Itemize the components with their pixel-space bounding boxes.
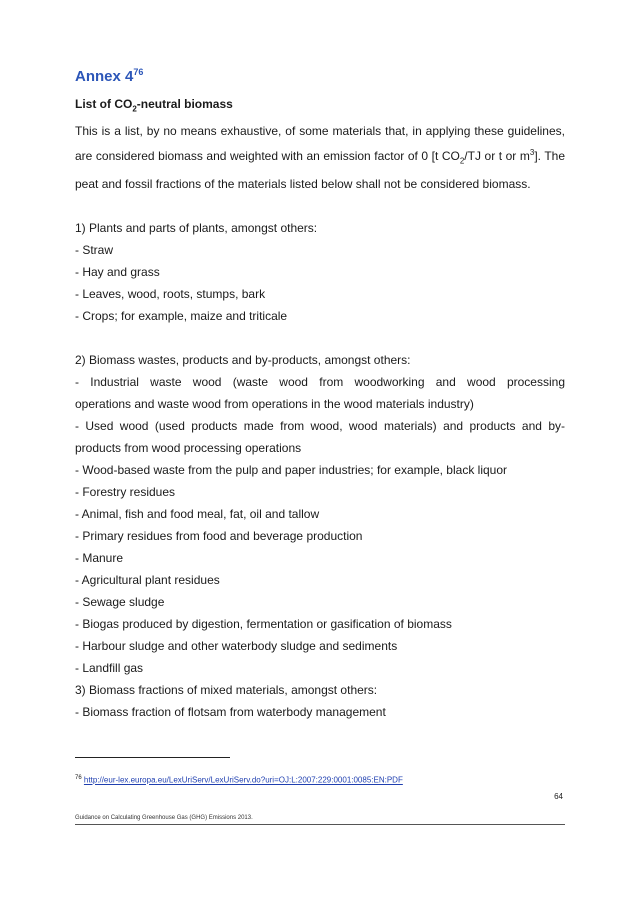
- page-content: [75, 68, 565, 723]
- footnote-divider: [75, 757, 230, 758]
- page-number: 64: [554, 792, 563, 801]
- page-footer: Guidance on Calculating Greenhouse Gas (GHG) Emissions 2013.: [75, 815, 253, 821]
- list-item: - Animal, fish and food meal, fat, oil and tallow: [75, 506, 320, 521]
- list-item: - Agricultural plant residues: [75, 572, 220, 587]
- list-item-continuation: products from wood processing operations: [75, 440, 302, 455]
- section1-title: 1) Plants and parts of plants, amongst others:: [75, 220, 318, 235]
- footnote: [75, 775, 403, 785]
- list-item: - Primary residues from food and beverage production: [75, 528, 363, 543]
- intro-text-c: ]. The peat and fossil fractions of the materials listed below shall not be considered biomass.: [75, 149, 565, 191]
- list-item: - Wood-based waste from the pulp and paper industries; for example, black liquor: [75, 462, 508, 477]
- annex-footnote-ref: 76: [133, 67, 144, 77]
- intro-superscript: 3: [529, 148, 535, 158]
- list-item: - Biomass fraction of flotsam from waterbody management: [75, 704, 386, 719]
- footnote-link[interactable]: http://eur-lex.europa.eu/LexUriServ/LexUriServ.do?uri=OJ:L:2007:229:0001:0085:EN:PDF: [83, 775, 403, 785]
- section3-title: 3) Biomass fractions of mixed materials, amongst others:: [75, 682, 378, 697]
- list-item: - Leaves, wood, roots, stumps, bark: [75, 286, 266, 301]
- list-item: - Straw: [75, 242, 114, 257]
- list-item-continuation: operations and waste wood from operations in the wood materials industry): [75, 396, 474, 411]
- section2-title: 2) Biomass wastes, products and by-products, amongst others:: [75, 352, 411, 367]
- spacer: [75, 195, 565, 217]
- annex-title: Annex 4: [75, 68, 134, 85]
- list-item: - Crops; for example, maize and triticale: [75, 308, 288, 323]
- list-title-part-a: List of CO: [75, 97, 133, 111]
- spacer: [75, 327, 565, 349]
- intro-text-b: /TJ or t or m: [464, 149, 530, 164]
- list-item: - Used wood (used products made from wood, wood materials) and products and by-: [75, 418, 565, 433]
- list-title: [75, 93, 565, 120]
- list-item: - Industrial waste wood (waste wood from woodworking and wood processing: [75, 374, 565, 389]
- list-item: - Sewage sludge: [75, 594, 165, 609]
- list-item: - Manure: [75, 550, 124, 565]
- intro-text-a: This is a list, by no means exhaustive, of some materials that, in applying these guidelines, are considered biomass and weighted with an emission factor of 0 [t CO: [75, 124, 565, 164]
- list-item: - Biogas produced by digestion, fermentation or gasification of biomass: [75, 616, 452, 631]
- list-title-part-b: -neutral biomass: [136, 97, 233, 111]
- annex-heading: [75, 68, 565, 88]
- list-item: - Landfill gas: [75, 660, 144, 675]
- footer-divider: [75, 824, 565, 825]
- footnote-number: 76: [75, 775, 82, 781]
- list-title-subscript: 2: [132, 104, 137, 114]
- list-item: - Hay and grass: [75, 264, 160, 279]
- list-item: - Harbour sludge and other waterbody sludge and sediments: [75, 638, 398, 653]
- intro-paragraph: [75, 120, 565, 194]
- list-item: - Forestry residues: [75, 484, 176, 499]
- intro-subscript: 2: [459, 156, 465, 166]
